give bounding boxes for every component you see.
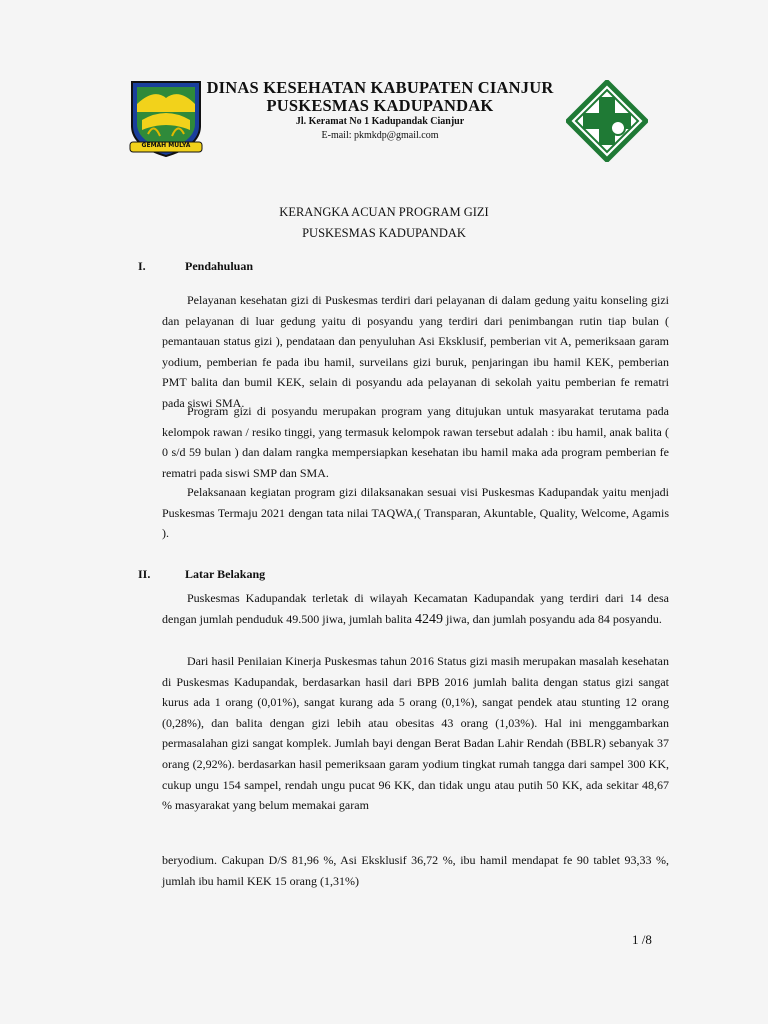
header-email: E-mail: pkmkdp@gmail.com xyxy=(321,130,439,141)
puskesmas-green-cross-icon xyxy=(566,80,648,162)
letterhead xyxy=(0,70,768,170)
page-number: 1 /8 xyxy=(632,932,652,947)
header-agency: DINAS KESEHATAN KABUPATEN CIANJUR xyxy=(206,78,554,97)
section-2-paragraph-1 xyxy=(162,588,669,630)
section-1-paragraph-1: Pelayanan kesehatan gizi di Puskesmas terdiri dari pelayanan di dalam gedung yaitu konseling gizi dan pelayanan di luar gedung yaitu di posyandu yang terdiri dari penimbangan rutin tiap bulan ( pemantauan status gizi ), pendataan dan penyuluhan Asi Eksklusif, pemberian vit A, pemeriksaan garam yodium, pemberian fe pada ibu hamil, surveilans gizi buruk, penjaringan ibu hamil KEK, pemberian PMT balita dan bumil KEK, selain di posyandu ada pelayanan di sekolah yaitu pemberian fe rematri pada siswi SMA. xyxy=(162,293,669,410)
section-2-number: II. xyxy=(138,567,151,581)
document-subtitle: PUSKESMAS KADUPANDAK xyxy=(302,226,466,240)
section-1-number: I. xyxy=(138,259,146,273)
section-1-paragraph-3: Pelaksanaan kegiatan program gizi dilaksanakan sesuai visi Puskesmas Kadupandak yaitu menjadi Puskesmas Termaju 2021 dengan tata nilai TAQWA,( Transparan, Akuntable, Quality, Welcome, Agamis ). xyxy=(162,485,669,541)
header-puskesmas: PUSKESMAS KADUPANDAK xyxy=(266,96,494,115)
section-2-p1-end: jiwa, dan jumlah posyandu ada 84 posyandu. xyxy=(442,611,662,626)
section-2-heading: Latar Belakang xyxy=(185,567,266,581)
document-title: KERANGKA ACUAN PROGRAM GIZI xyxy=(279,205,489,219)
section-2-p1-start: Puskesmas Kadupandak terletak di wilayah Kecamatan Kadupandak yang terdiri dari 14 desa dengan jumlah penduduk 49.500 jiwa, jumlah balita xyxy=(162,591,669,626)
balita-count: 4249 xyxy=(414,611,443,627)
section-1-paragraph-2: Program gizi di posyandu merupakan program yang ditujukan untuk masyarakat terutama pada kelompok rawan / resiko tinggi, yang termasuk kelompok rawan tersebut adalah : ibu hamil, anak balita ( 0 s/d 59 bulan ) dan dalam rangka mempersiapkan kesehatan ibu hamil maka ada program pemberian fe rematri pada siswi SMP dan SMA. xyxy=(162,404,669,480)
section-2-paragraph-2: Dari hasil Penilaian Kinerja Puskesmas tahun 2016 Status gizi masih merupakan masalah kesehatan di Puskesmas Kadupandak, berdasarkan hasil dari BPB 2016 jumlah balita dengan status gizi sangat kurus ada 1 orang (0,01%), sangat kurang ada 5 orang (0,1%), sangat pendek atau stunting 12 orang (0,28%), dan balita dengan gizi lebih atau obesitas 43 orang (1,03%). Hal ini menggambarkan permasalahan gizi sangat komplek. Jumlah bayi dengan Berat Badan Lahir Rendah (BBLR) sebanyak 37 orang (2,92%). berdasarkan hasil pemeriksaan garam yodium tingkat rumah tangga dari sampel 300 KK, cukup ungu 154 sampel, rendah ungu pucat 96 KK, dan tidak ungu atau putih 50 KK, ada sekitar 48,67 % masyarakat yang belum memakai garam xyxy=(162,654,669,813)
header-address: Jl. Keramat No 1 Kadupandak Cianjur xyxy=(295,116,465,127)
section-1-heading: Pendahuluan xyxy=(185,259,254,273)
crest-ribbon-text: GEMAH MULYA xyxy=(141,142,191,149)
section-2-paragraph-3: beryodium. Cakupan D/S 81,96 %, Asi Eksklusif 36,72 %, ibu hamil mendapat fe 90 tablet 93,33 %, jumlah ibu hamil KEK 15 orang (1,31%) xyxy=(162,853,669,888)
